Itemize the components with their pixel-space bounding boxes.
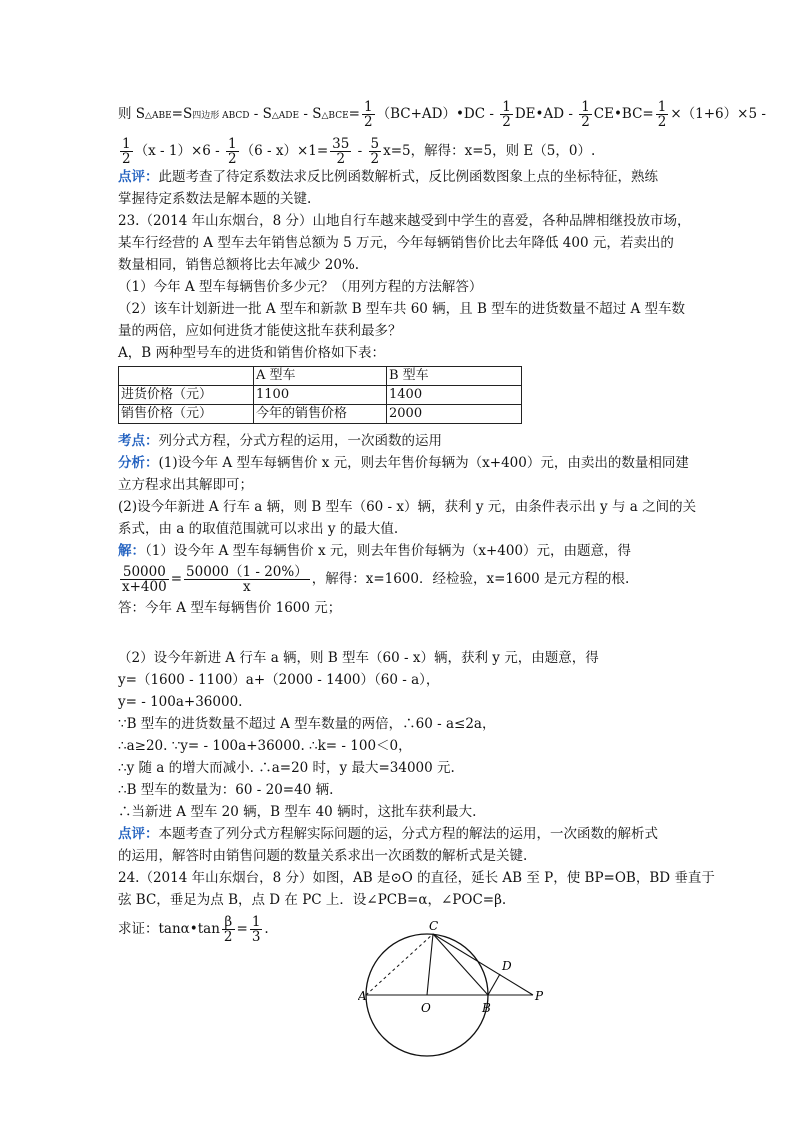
jie-line-7: ∵B 型车的进货数量不超过 A 型车数量的两倍，∴60 - a≤2a， bbox=[118, 716, 496, 732]
fraction-one-half: $\frac{1}{2}$ bbox=[657, 99, 667, 130]
price-table bbox=[118, 366, 522, 424]
fenxi-line-1: 分析：(1)设今年 A 型车每辆售价 x 元，则去年售价每辆为（x+400）元，由卖出的数量相同建 bbox=[118, 455, 689, 471]
label-c: C bbox=[429, 919, 439, 933]
fraction-rhs: $\frac{50000(1 - 20\%)}{x}$ bbox=[186, 564, 308, 595]
segment-oc bbox=[427, 934, 433, 995]
fenxi-line-4: 系式，由 a 的取值范围就可以求出 y 的最大值. bbox=[118, 521, 399, 537]
fenxi-line-3: (2)设今年新进 A 行车 a 辆，则 B 型车（60 - x）辆，获利 y 元，由条件表示出 y 与 a 之间的关 bbox=[118, 499, 697, 515]
label-b: B bbox=[482, 1001, 491, 1015]
review-1: 点评：此题考查了待定系数法求反比例函数解析式，反比例函数图象上点的坐标特征，熟练 bbox=[118, 169, 658, 185]
jie-line-8: ∴a≥20. ∵y= - 100a+36000. ∴k= - 100＜0， bbox=[118, 738, 412, 754]
jie-line-4: （2）设今年新进 A 行车 a 辆，则 B 型车（60 - x）辆，获利 y 元，由题意，得 bbox=[118, 650, 599, 666]
fenxi-line-2: 立方程求出其解即可； bbox=[118, 477, 253, 493]
q24-line-1: 24.（2014 年山东烟台，8 分）如图，AB 是⊙O 的直径，延长 AB 至 P，使 BP=OB，BD 垂直于 bbox=[118, 870, 715, 886]
q23-line-2: 某车行经营的 A 型车去年销售总额为 5 万元，今年每辆销售价比去年降低 400 元，若卖出的 bbox=[118, 235, 674, 251]
jie-line-1: 解：（1）设今年 A 型车每辆售价 x 元，则去年售价每辆为（x+400）元，由题意，得 bbox=[118, 543, 632, 559]
jie-line-6: y= - 100a+36000. bbox=[118, 694, 243, 710]
fraction-beta-over-2: $\frac{\beta}{2}$ bbox=[223, 914, 233, 945]
q23-line-5: （2）该车计划新进一批 A 型车和新款 B 型车共 60 辆，且 B 型车的进货数量不超过 A 型车数 bbox=[118, 301, 686, 317]
q23-line-7: A，B 两种型号车的进货和销售价格如下表： bbox=[118, 345, 385, 361]
review-2: 点评：本题考查了列分式方程解实际问题的运，分式方程的解法的运用，一次函数的解析式 bbox=[118, 826, 658, 842]
document-page bbox=[118, 99, 766, 945]
q23-line-1: 23.（2014 年山东烟台，8 分）山地自行车越来越受到中学生的喜爱，各种品牌相继投放市场， bbox=[118, 213, 691, 229]
segment-cp bbox=[433, 934, 533, 995]
table-row: 销售价格（元） 今年的销售价格 2000 bbox=[119, 405, 522, 424]
q23-line-4: （1）今年 A 型车每辆售价多少元？（用列方程的方法解答） bbox=[118, 279, 483, 295]
fraction-lhs: $\frac{50000}{x+400}$ bbox=[122, 564, 167, 595]
fraction-one-half: $\frac{1}{2}$ bbox=[363, 99, 373, 130]
derivation-line-2: $\frac{1}{2}$ （x - 1）×6 - $\frac{1}{2}$ （6 - x）×1= $\frac{35}{2}$ - $\frac{5}{2}$ x=5，解得：x=5，则 E（5，0）. bbox=[122, 136, 596, 167]
jie-answer-1: 答：今年 A 型车每辆售价 1600 元； bbox=[118, 600, 342, 616]
q23-line-3: 数量相同，销售总额将比去年减少 20%. bbox=[118, 257, 360, 273]
segment-ac-dashed bbox=[366, 934, 433, 995]
jie-line-11: ∴当新进 A 型车 20 辆，B 型车 40 辆时，这批车获利最大. bbox=[118, 804, 477, 820]
segment-bd bbox=[488, 974, 500, 995]
fraction-5-over-2: $\frac{5}{2}$ bbox=[370, 136, 380, 167]
label-d: D bbox=[502, 959, 512, 973]
fraction-one-half: $\frac{1}{2}$ bbox=[122, 136, 131, 167]
jie-line-5: y=（1600 - 1100）a+（2000 - 1400）（60 - a）， bbox=[118, 672, 440, 688]
review-1-cont: 掌握待定系数法是解本题的关键. bbox=[118, 191, 312, 207]
jie-line-9: ∴y 随 a 的增大而减小. ∴a=20 时，y 最大=34000 元. bbox=[118, 760, 455, 776]
fraction-35-over-2: $\frac{35}{2}$ bbox=[332, 136, 350, 167]
fraction-one-half: $\frac{1}{2}$ bbox=[228, 136, 237, 167]
jie-equation: $\frac{50000}{x+400}$ = $\frac{50000(1 - 20\%)}{x}$ ，解得：x=1600．经检验，x=1600 是元方程的根. bbox=[122, 564, 630, 595]
fraction-one-half: $\frac{1}{2}$ bbox=[502, 99, 511, 130]
kaodian: 考点：列分式方程，分式方程的运用，一次函数的运用 bbox=[118, 433, 442, 449]
q24-line-2: 弦 BC，垂足为点 B，点 D 在 PC 上．设∠PCB=α，∠POC=β. bbox=[118, 892, 507, 908]
label-a: A bbox=[358, 989, 367, 1003]
label-o: O bbox=[421, 1001, 431, 1015]
jie-line-10: ∴B 型车的数量为：60 - 20=40 辆. bbox=[118, 782, 334, 798]
derivation-line-1: 则 S△ABE=S四边形 ABCD - S△ADE - S△BCE= $\frac{1}{2}$ （BC+AD）•DC - $\frac{1}{2}$ DE•AD - $\frac{1}{2}$ CE•BC= $\frac{1}{2}$ ×（1+6）×5 - bbox=[118, 99, 766, 130]
label-p: P bbox=[535, 989, 544, 1003]
table-row: 进货价格（元） 1100 1400 bbox=[119, 386, 522, 405]
review-label: 点评： bbox=[118, 169, 159, 185]
table-header-row: A 型车 B 型车 bbox=[119, 367, 522, 386]
fraction-one-half: $\frac{1}{2}$ bbox=[581, 99, 590, 130]
circle-geometry-figure bbox=[358, 918, 558, 1088]
review-2-cont: 的运用，解答时由销售问题的数量关系求出一次函数的解析式是关键. bbox=[118, 848, 528, 864]
q24-prove: 求证：tanα•tan $\frac{\beta}{2}$ = $\frac{1}{3}$ . bbox=[118, 914, 269, 945]
fraction-one-third: $\frac{1}{3}$ bbox=[251, 914, 261, 945]
q23-line-6: 量的两倍，应如何进货才能使这批车获利最多？ bbox=[118, 323, 402, 339]
